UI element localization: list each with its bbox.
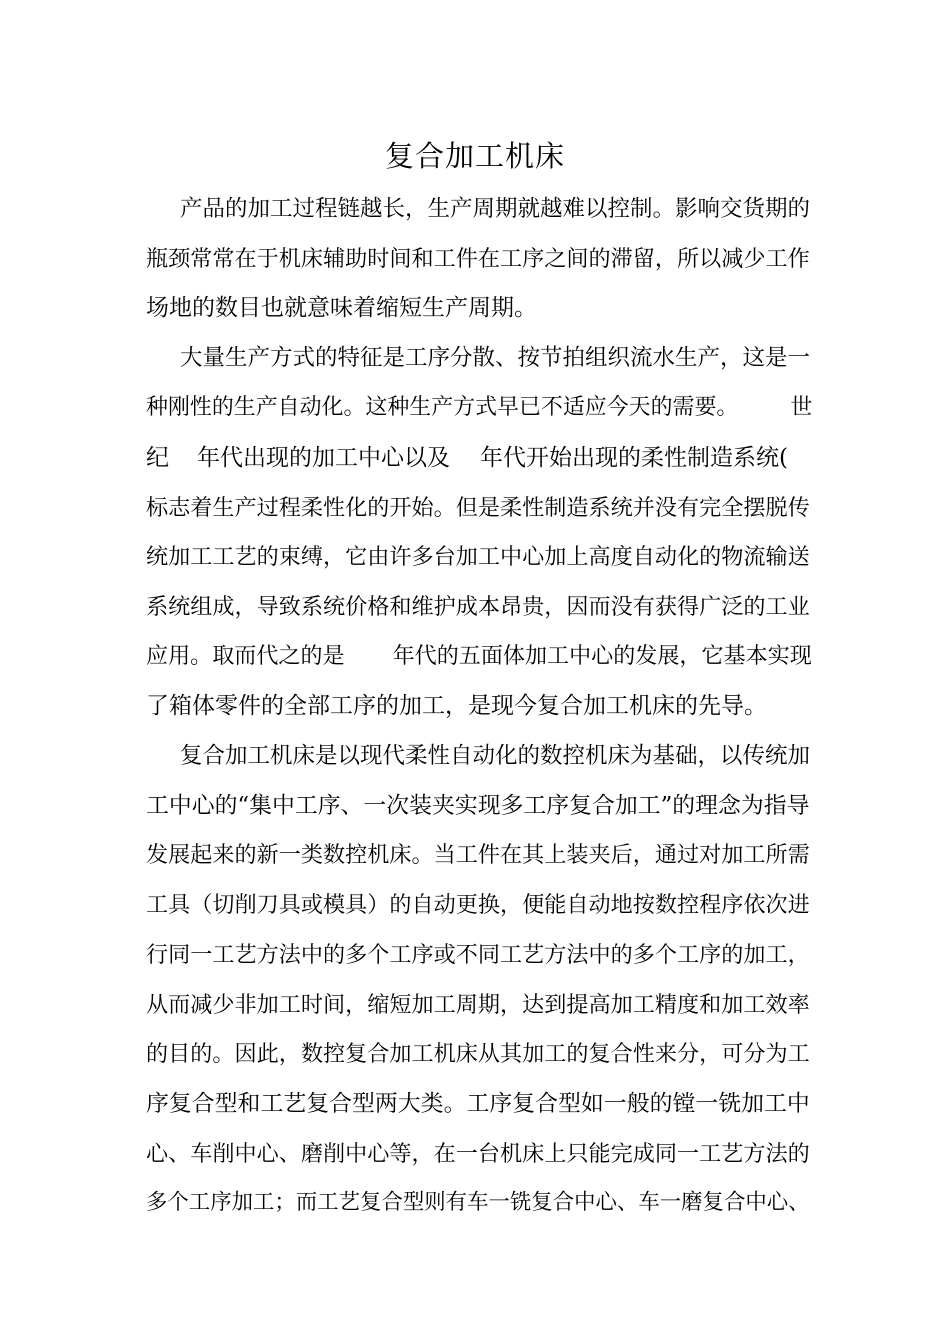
paragraph-line: 的目的。因此，数控复合加工机床从其加工的复合性来分，可分为工 [146, 1041, 810, 1067]
paragraph-line [146, 388, 813, 428]
line-text: 应用。取而代之的是 [146, 644, 345, 669]
paragraph-line [146, 637, 810, 677]
paragraph-line [146, 438, 810, 478]
paragraph-line: 心、车削中心、磨削中心等，在一台机床上只能完成同一工艺方法的 [146, 1141, 810, 1167]
paragraph-line: 工中心的“集中工序、一次装夹实现多工序复合加工”的理念为指导 [146, 793, 810, 819]
paragraph-line: 从而减少非加工时间，缩短加工周期，达到提高加工精度和加工效率 [146, 992, 810, 1018]
paragraph-line: 产品的加工过程链越长，生产周期就越难以控制。影响交货期的 [180, 196, 811, 222]
paragraph-line: 场地的数目也就意味着缩短生产周期。 [146, 295, 537, 321]
paragraph-line: 大量生产方式的特征是工序分散、按节拍组织流水生产，这是一 [180, 345, 811, 371]
line-text: 年代的五面体加工中心的发展，它基本实现 [392, 644, 812, 669]
paragraph-line: 序复合型和工艺复合型两大类。工序复合型如一般的镗一铣加工中 [146, 1091, 810, 1117]
paragraph-line: 发展起来的新一类数控机床。当工件在其上装夹后，通过对加工所需 [146, 842, 810, 868]
line-text: 世 [790, 395, 813, 420]
paragraph-line: 行同一工艺方法中的多个工序或不同工艺方法中的多个工序的加工， [146, 942, 810, 968]
document-title: 复合加工机床 [384, 139, 565, 173]
line-text: 年代出现的加工中心以及 [197, 445, 450, 471]
paragraph-line: 工具（切削刀具或模具）的自动更换，便能自动地按数控程序依次进 [146, 892, 810, 918]
line-text: 种刚性的生产自动化。这种生产方式早已不适应今天的需要。 [146, 395, 739, 420]
paragraph-line: 瓶颈常常在于机床辅助时间和工件在工序之间的滞留，所以减少工作 [146, 246, 810, 272]
line-text: 年代开始出现的柔性制造系统( [480, 445, 788, 471]
paragraph-line: 复合加工机床是以现代柔性自动化的数控机床为基础，以传统加 [180, 743, 811, 769]
paragraph-line: 标志着生产过程柔性化的开始。但是柔性制造系统并没有完全摆脱传 [146, 495, 810, 521]
paragraph-line: 多个工序加工；而工艺复合型则有车一铣复合中心、车一磨复合中心、 [146, 1190, 810, 1215]
line-text: 纪 [146, 445, 169, 471]
paragraph-line: 系统组成，导致系统价格和维护成本昂贵，因而没有获得广泛的工业 [146, 594, 810, 620]
paragraph-line: 统加工工艺的束缚，它由许多台加工中心加上高度自动化的物流输送 [146, 544, 810, 570]
paragraph-line: 了箱体零件的全部工序的加工，是现今复合加工机床的先导。 [146, 693, 767, 719]
